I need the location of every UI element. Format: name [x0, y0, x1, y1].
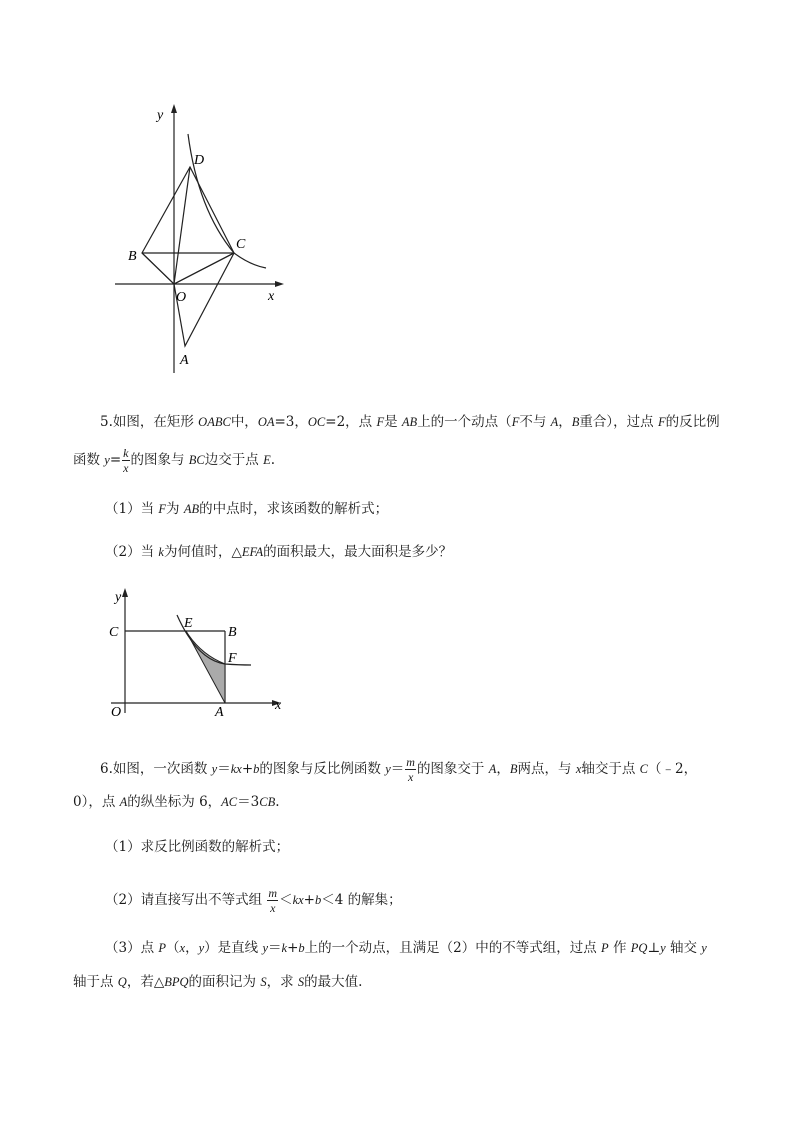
problem-5-question-1: （1）当 F为 AB的中点时，求该函数的解析式；	[105, 501, 389, 517]
y-arrow	[171, 104, 177, 113]
label-a: A	[215, 705, 224, 720]
label-x: x	[275, 698, 282, 713]
label-b: B	[228, 625, 237, 640]
problem-6-line-1: 6.如图，一次函数 y＝kx+b的图象与反比例函数 y＝ $\frac{m}{x}$ 的图象交于 A，B两点，与 x轴交于点 C（﹣2，	[100, 755, 698, 784]
fraction-m-over-x: $\frac{m}{x}$	[406, 755, 415, 784]
problem-5-line-2: 函数 y= $\frac{k}{x}$ 的图象与 BC边交于点 E.	[73, 446, 276, 475]
y-arrow	[122, 588, 128, 597]
label-o: O	[111, 705, 122, 720]
label-e: E	[184, 616, 193, 631]
label-f: F	[228, 651, 237, 666]
fraction-k-over-x: $\frac{k}{x}$	[123, 446, 129, 475]
figure-1-rhombus-hyperbola	[110, 100, 290, 375]
problem-5-question-2: （2）当 k为何值时，△EFA的面积最大，最大面积是多少？	[105, 544, 453, 560]
rhombus-lower	[142, 253, 234, 346]
fraction-m-over-x: $\frac{m}{x}$	[268, 886, 278, 915]
label-a: A	[180, 353, 189, 368]
label-b: B	[128, 249, 137, 264]
problem-5-line-1: 5.如图，在矩形 OABC中，OA=3，OC=2，点 F是 AB上的一个动点（F不与 A，B重合），过点 F的反比例	[100, 414, 720, 430]
label-d: D	[194, 153, 205, 168]
label-x: x	[268, 289, 275, 304]
problem-6-question-3-line-2: 轴于点 Q，若△BPQ的面积记为 S，求 S的最大值.	[73, 974, 363, 990]
label-y: y	[157, 108, 164, 123]
label-y: y	[115, 590, 122, 605]
segment-oc	[174, 253, 234, 284]
label-c: C	[109, 625, 119, 640]
label-o: O	[176, 290, 187, 305]
x-arrow	[275, 281, 284, 287]
problem-6-question-3-line-1: （3）点 P（x，y）是直线 y＝k+b上的一个动点，且满足（2）中的不等式组，过点 P 作 PQ⊥y 轴交 y	[105, 940, 707, 956]
problem-6-line-2: 0），点 A的纵坐标为 6，AC＝3CB.	[73, 794, 280, 810]
segment-od	[174, 167, 190, 284]
problem-6-question-2: （2）请直接写出不等式组 $\frac{m}{x}$ ＜kx+b＜4 的解集；	[105, 886, 402, 915]
problem-6-question-1: （1）求反比例函数的解析式；	[105, 839, 290, 855]
figure-2-rectangle-hyperbola	[105, 588, 295, 723]
label-c: C	[236, 237, 246, 252]
